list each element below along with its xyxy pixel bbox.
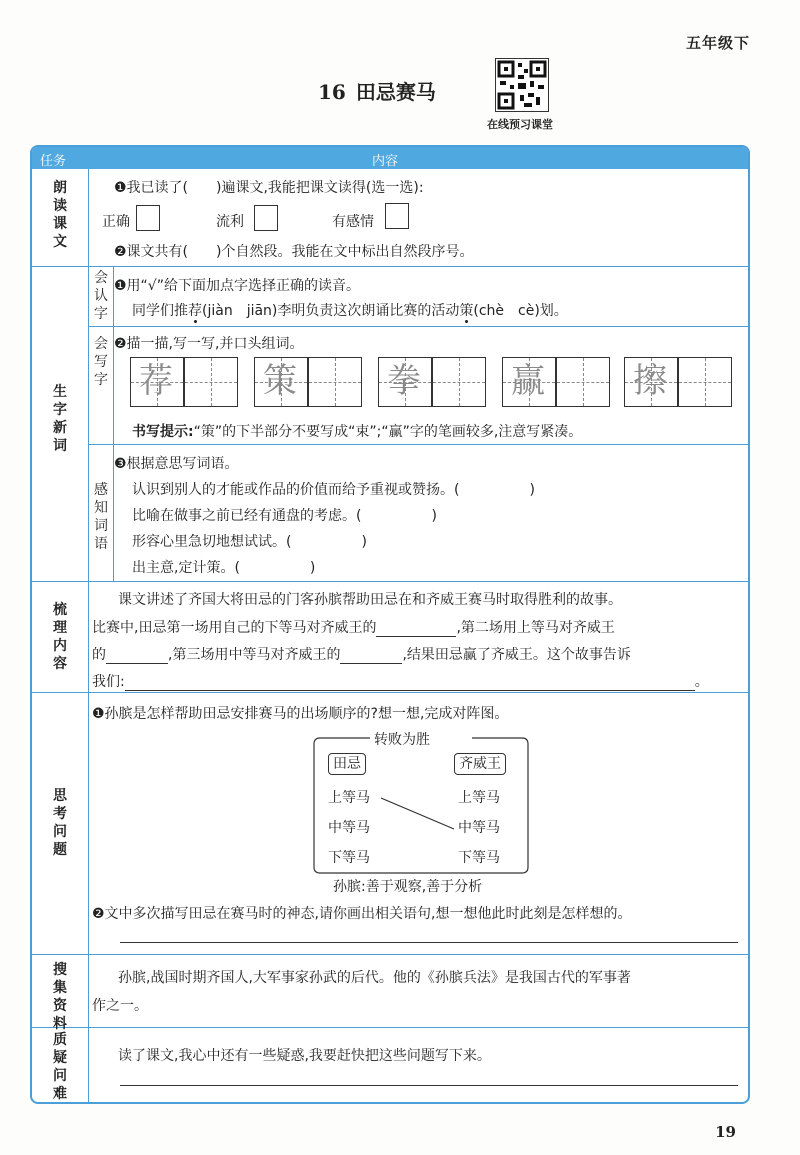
summary-line3: 的 ,第三场用中等马对齐威王的 ,结果田忌赢了齐威王。这个故事告诉 — [92, 647, 631, 663]
option-correct: 正确 — [102, 214, 130, 230]
task-summary: 梳理内容 — [53, 602, 67, 672]
blank-answer[interactable] — [340, 647, 402, 664]
trace-char: 荐 — [139, 361, 173, 401]
sub-column-divider — [113, 266, 114, 581]
vocab-item[interactable]: 认识到别人的才能或作品的价值而给予重视或赞扬。( ) — [132, 482, 535, 498]
diagram-top-label: 转败为胜 — [374, 732, 430, 748]
dotted-char-ce: 策 — [459, 303, 474, 319]
answer-line[interactable] — [120, 942, 738, 943]
writing-grid[interactable] — [502, 357, 612, 407]
page-number: 19 — [715, 1123, 736, 1141]
write-question: ❷描一描,写一写,并口头组词。 — [114, 336, 304, 352]
study-table — [30, 145, 750, 1104]
diagram-left-item: 上等马 — [328, 790, 370, 806]
diagram-right-item: 上等马 — [458, 790, 500, 806]
recognize-question: ❶用“√”给下面加点字选择正确的读音。 — [114, 278, 360, 294]
row-divider — [32, 692, 748, 693]
reading-q2: ❷课文共有( )个自然段。我能在文中标出自然段序号。 — [114, 244, 474, 260]
thinking-q2: ❷文中多次描写田忌在赛马时的神态,请你画出相关语句,想一想他此时此刻是怎样想的。 — [92, 906, 632, 922]
task-research: 搜集资料 — [53, 962, 67, 1032]
qr-label: 在线预习课堂 — [487, 118, 553, 131]
task-reading: 朗读课文 — [53, 180, 67, 250]
task-questions: 质疑问难 — [53, 1032, 67, 1102]
vocab-question: ❸根据意思写词语。 — [114, 456, 239, 472]
sub-recognize: 会认字 — [94, 270, 108, 322]
match-diagram[interactable] — [310, 725, 532, 895]
checkbox-emotion[interactable] — [385, 203, 409, 229]
checkbox-fluent[interactable] — [254, 205, 278, 231]
row-divider — [32, 581, 748, 582]
option-fluent: 流利 — [216, 214, 244, 230]
reading-q1: ❶我已读了( )遍课文,我能把课文读得(选一选): — [114, 180, 424, 196]
dotted-char-jian: 荐 — [188, 303, 202, 319]
header-content: 内容 — [372, 154, 399, 169]
research-line1: 孙膑,战国时期齐国人,大军事家孙武的后代。他的《孙膑兵法》是我国古代的军事著 — [118, 970, 631, 986]
lesson-title — [318, 76, 436, 105]
task-thinking: 思考问题 — [53, 788, 67, 858]
lesson-title-text: 田忌赛马 — [355, 80, 436, 104]
trace-char: 赢 — [511, 361, 545, 401]
match-line — [381, 798, 454, 829]
writing-grid[interactable] — [130, 357, 240, 407]
sub-row-divider — [88, 444, 748, 445]
lesson-number: 16 — [318, 80, 346, 104]
blank-answer[interactable] — [125, 674, 695, 691]
research-line2: 作之一。 — [92, 998, 148, 1014]
task-newchars: 生字新词 — [53, 384, 67, 454]
writing-tip: 书写提示:“策”的下半部分不要写成“束”;“赢”字的笔画较多,注意写紧凑。 — [132, 424, 583, 440]
recognize-sentence: 同学们推荐(jiàn jiān)李明负责这次朗诵比赛的活动策(chè cè)划。 — [132, 303, 568, 319]
blank-answer[interactable] — [376, 620, 456, 637]
summary-line2: 比赛中,田忌第一场用自己的下等马对齐威王的 ,第二场用上等马对齐威王 — [92, 620, 615, 636]
diagram-right-item: 下等马 — [458, 850, 500, 866]
trace-char: 擦 — [633, 361, 667, 401]
header-task: 任务 — [40, 154, 67, 169]
row-divider — [32, 1027, 748, 1028]
sub-vocab: 感知词语 — [94, 482, 108, 552]
blank-answer[interactable] — [106, 647, 168, 664]
trace-char: 策 — [263, 361, 297, 401]
diagram-left-item: 中等马 — [328, 820, 370, 836]
diagram-right-head: 齐威王 — [454, 753, 506, 775]
writing-grid[interactable] — [624, 357, 734, 407]
qr-code-icon[interactable] — [495, 58, 549, 112]
sub-row-divider — [88, 326, 748, 327]
column-divider — [88, 169, 89, 1102]
checkbox-correct[interactable] — [136, 205, 160, 231]
table-header — [32, 147, 748, 169]
answer-line[interactable] — [120, 1085, 738, 1086]
questions-line1: 读了课文,我心中还有一些疑惑,我要赶快把这些问题写下来。 — [118, 1048, 491, 1064]
grade-label: 五年级下 — [685, 34, 750, 52]
thinking-q1: ❶孙膑是怎样帮助田忌安排赛马的出场顺序的?想一想,完成对阵图。 — [92, 706, 509, 722]
vocab-item[interactable]: 形容心里急切地想试试。( ) — [132, 534, 367, 550]
writing-grid[interactable] — [254, 357, 364, 407]
row-divider — [32, 266, 748, 267]
option-emotion: 有感情 — [332, 214, 374, 230]
vocab-item[interactable]: 比喻在做事之前已经有通盘的考虑。( ) — [132, 508, 437, 524]
row-divider — [32, 954, 748, 955]
diagram-left-item: 下等马 — [328, 850, 370, 866]
diagram-left-head: 田忌 — [328, 753, 366, 775]
sub-write: 会写字 — [94, 336, 108, 388]
vocab-item[interactable]: 出主意,定计策。( ) — [132, 560, 316, 576]
diagram-right-item: 中等马 — [458, 820, 500, 836]
trace-char: 拳 — [387, 361, 421, 401]
summary-line4: 我们: 。 — [92, 674, 709, 690]
writing-grid[interactable] — [378, 357, 488, 407]
diagram-bottom-label: 孙膑:善于观察,善于分析 — [330, 876, 485, 896]
summary-line1: 课文讲述了齐国大将田忌的门客孙膑帮助田忌在和齐威王赛马时取得胜利的故事。 — [118, 592, 622, 608]
